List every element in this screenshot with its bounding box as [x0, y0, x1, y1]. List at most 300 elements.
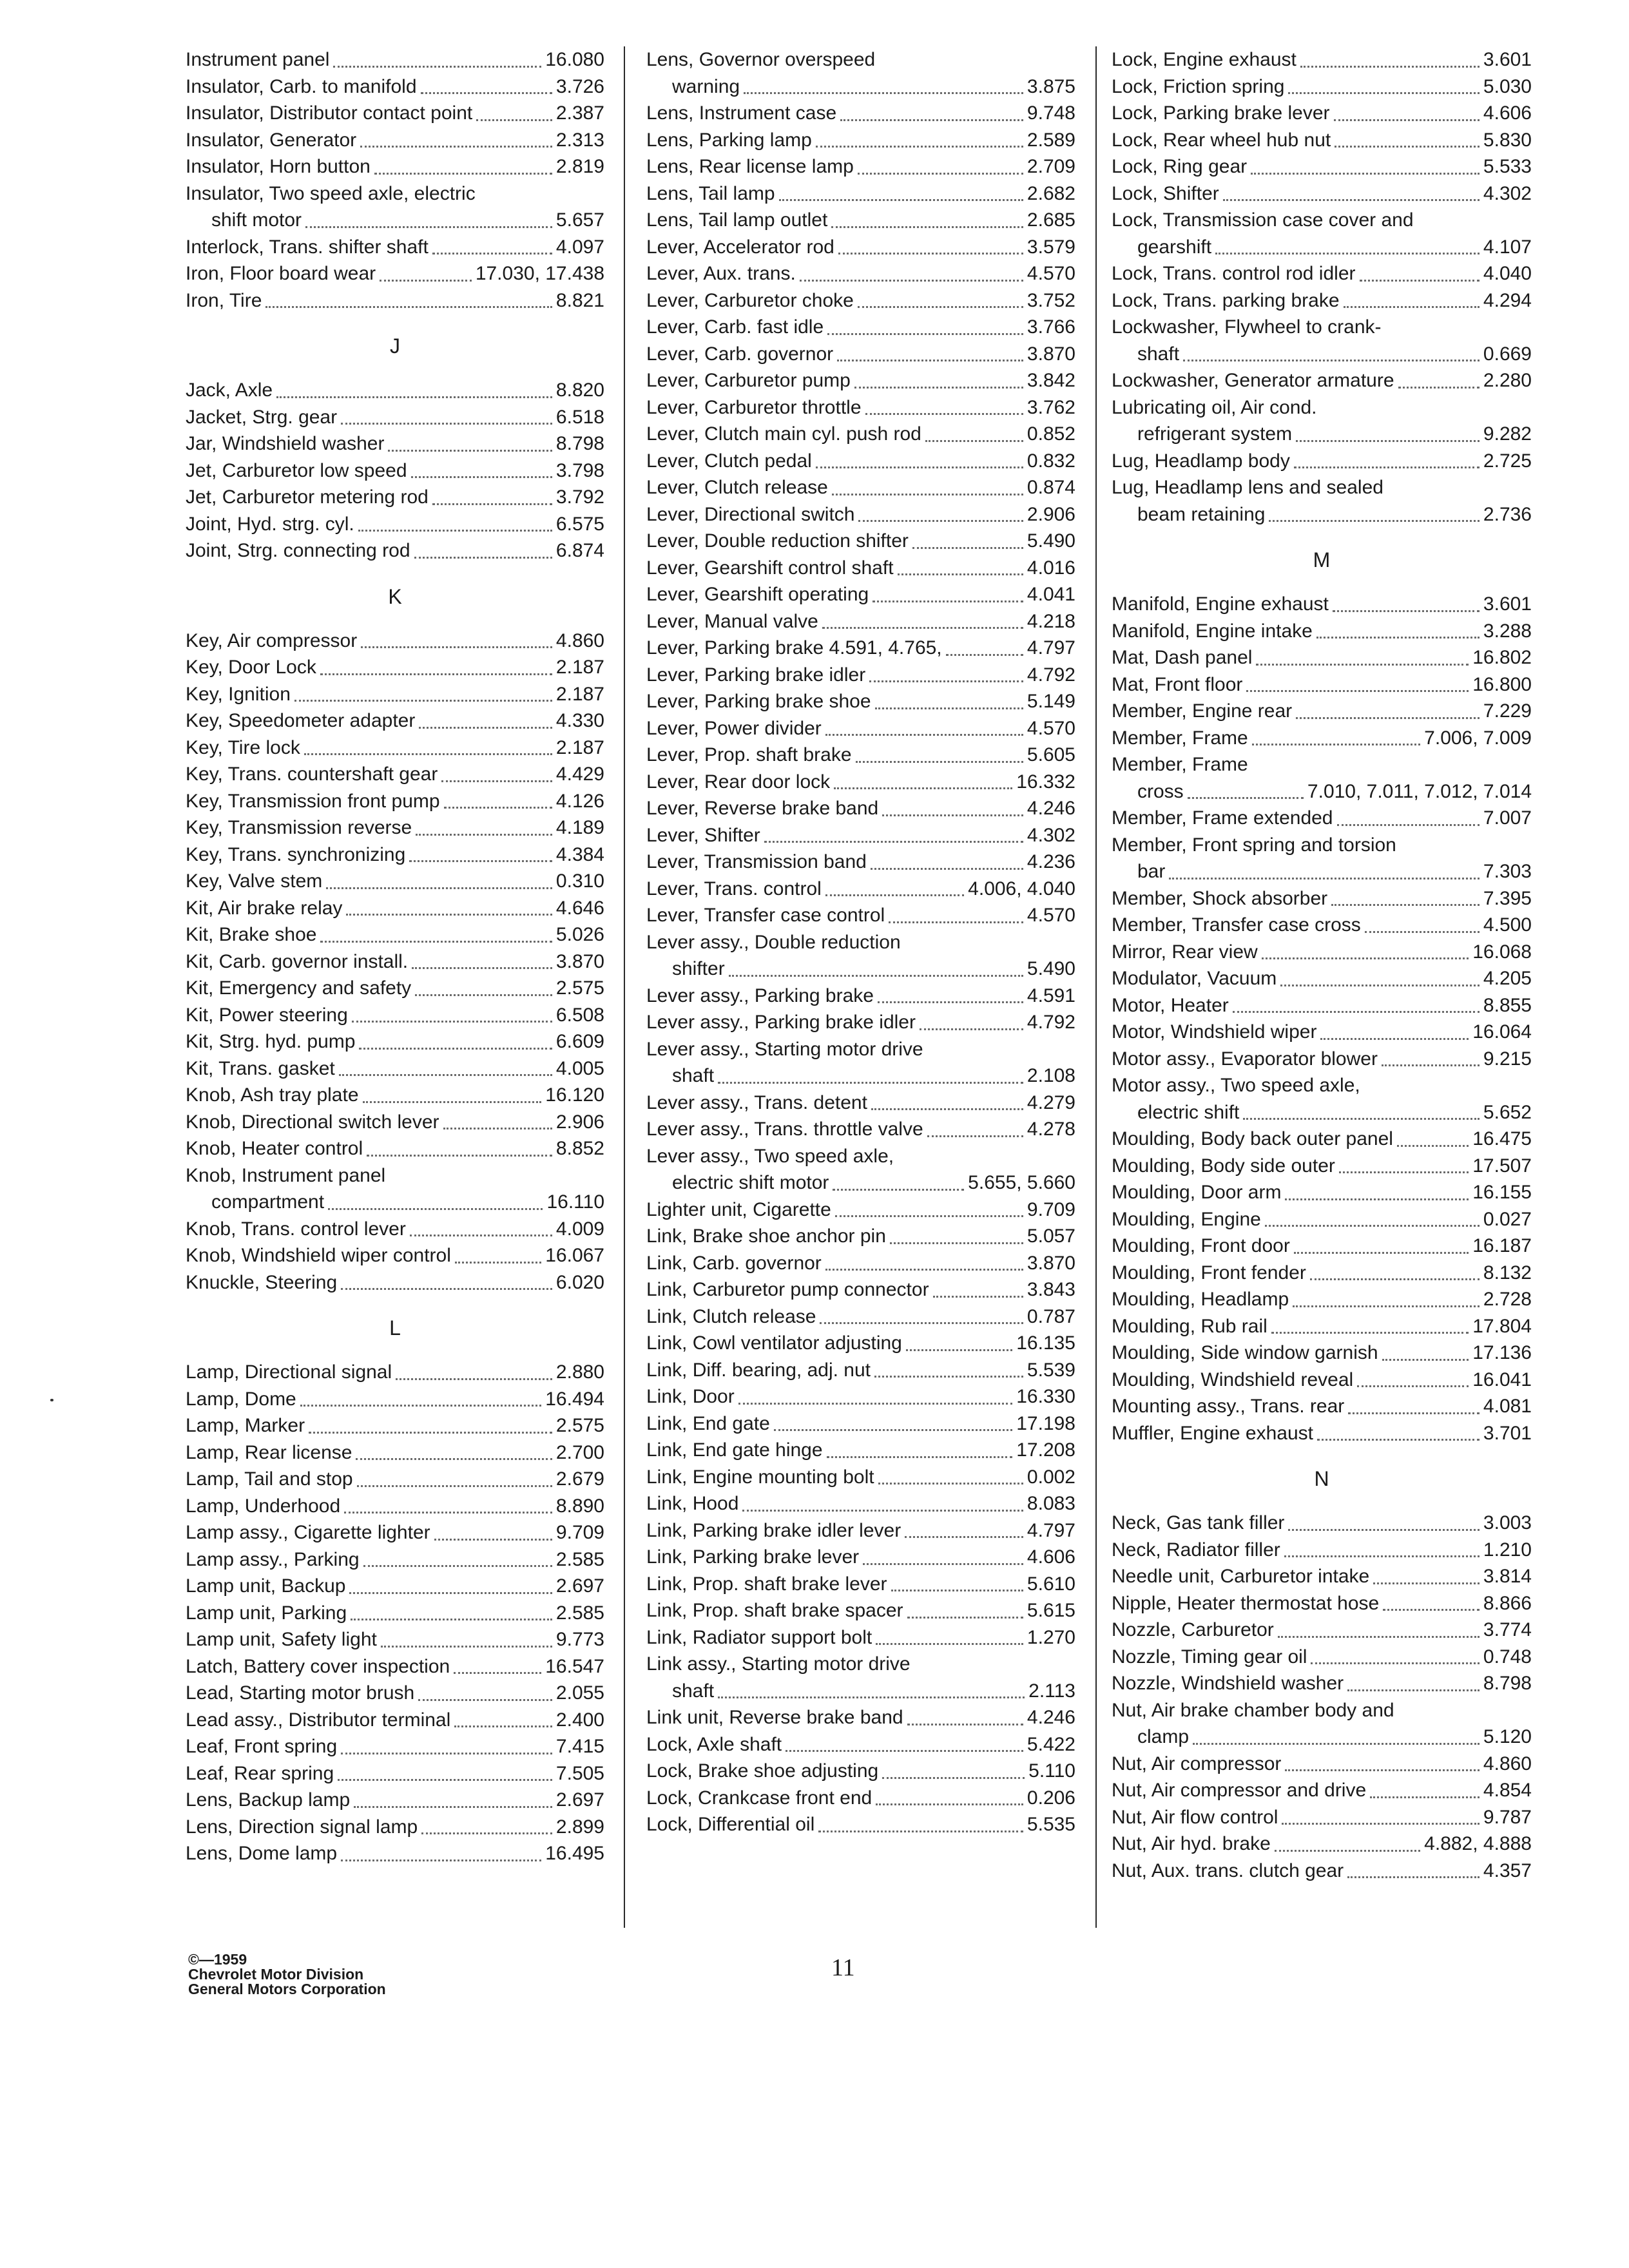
page-reference: 17.804 [1472, 1315, 1532, 1337]
index-entry [186, 100, 604, 127]
page-reference: 5.422 [1027, 1733, 1075, 1755]
entry-text: Lever, Carb. fast idle [646, 316, 824, 338]
index-entry [1112, 180, 1532, 207]
entry-line [186, 1135, 604, 1162]
index-entry [186, 260, 604, 287]
dot-leader [1331, 903, 1480, 906]
entry-line [646, 1624, 1075, 1651]
dot-leader [1382, 1358, 1469, 1361]
index-entry [646, 983, 1075, 1010]
dot-leader [875, 707, 1023, 709]
index-entry [646, 207, 1075, 234]
entry-text: Lever, Clutch pedal [646, 450, 812, 472]
entry-text: Key, Ignition [186, 683, 291, 705]
entry-text: Lens, Rear license lamp [646, 156, 854, 177]
page-reference: 4.357 [1483, 1860, 1532, 1881]
dot-leader [354, 1805, 552, 1808]
dot-leader [816, 466, 1023, 468]
index-column-1 [186, 46, 604, 1867]
dot-leader [835, 1215, 1023, 1217]
entry-line [1112, 1393, 1532, 1420]
entry-text: Lens, Backup lamp [186, 1789, 351, 1811]
page-reference: 4.246 [1027, 798, 1075, 819]
copyright-credit [188, 1952, 386, 1997]
dot-leader [380, 279, 472, 282]
index-entry [1112, 1751, 1532, 1778]
entry-line [1112, 207, 1532, 234]
entry-line [646, 1517, 1075, 1544]
dot-leader [889, 921, 1023, 923]
dot-leader [825, 733, 1023, 736]
entry-line [186, 1840, 604, 1867]
entry-text: Knob, Ash tray plate [186, 1084, 359, 1106]
dot-leader [820, 1321, 1023, 1324]
index-entry [1112, 1126, 1532, 1153]
entry-text: Lens, Instrument case [646, 102, 837, 124]
entry-text: Key, Speedometer adapter [186, 710, 416, 731]
index-entry [1112, 367, 1532, 394]
index-entry [1112, 1340, 1532, 1367]
dot-leader [1294, 1251, 1469, 1254]
dot-leader [305, 226, 552, 228]
entry-text: Insulator, Generator [186, 129, 357, 151]
entry-text: Lighter unit, Cigarette [646, 1198, 831, 1220]
index-entry [1112, 260, 1532, 287]
entry-text: Insulator, Carb. to manifold [186, 75, 417, 97]
index-entry [1112, 1617, 1532, 1644]
entry-line [186, 788, 604, 815]
entry-text: refrigerant system [1137, 423, 1293, 445]
index-entry [186, 287, 604, 314]
index-entry [646, 234, 1075, 261]
dot-leader [1193, 1742, 1480, 1745]
index-entry [186, 1600, 604, 1627]
dot-leader [358, 529, 552, 532]
dot-leader [858, 519, 1023, 522]
entry-text: Lever, Manual valve [646, 610, 818, 632]
index-entry [1112, 1072, 1532, 1126]
entry-text: Lock, Axle shaft [646, 1733, 782, 1755]
dot-leader [326, 887, 552, 889]
page-reference: 16.155 [1472, 1182, 1532, 1203]
dot-leader [1285, 1769, 1480, 1771]
entry-text: Instrument panel [186, 49, 330, 70]
entry-text: Lamp, Marker [186, 1415, 305, 1436]
entry-line [646, 1410, 1075, 1437]
entry-text: Needle unit, Carburetor intake [1112, 1566, 1370, 1587]
dot-leader [441, 780, 552, 782]
entry-line [646, 474, 1075, 501]
page-reference: 2.697 [555, 1575, 604, 1597]
index-entry [186, 457, 604, 485]
index-entry [1112, 1206, 1532, 1233]
index-entry [646, 394, 1075, 421]
entry-text: Lens, Parking lamp [646, 129, 812, 151]
index-entry [646, 1464, 1075, 1491]
index-entry [646, 715, 1075, 742]
dot-leader [476, 119, 552, 121]
entry-text: Neck, Radiator filler [1112, 1539, 1280, 1561]
page-reference: 9.787 [1483, 1806, 1532, 1828]
index-entry [646, 1009, 1075, 1036]
entry-text: Key, Tire lock [186, 736, 300, 758]
entry-text: Key, Trans. synchronizing [186, 843, 406, 865]
dot-leader [421, 91, 552, 94]
index-entry [186, 1653, 604, 1680]
entry-continuation-line [646, 1169, 1075, 1196]
dot-leader [871, 1108, 1023, 1110]
entry-text: Mirror, Rear view [1112, 941, 1258, 963]
dot-leader [882, 1776, 1025, 1779]
entry-text: Jacket, Strg. gear [186, 406, 338, 428]
index-entry [646, 127, 1075, 154]
index-entry [186, 921, 604, 948]
entry-line [186, 1466, 604, 1493]
index-entry [646, 1785, 1075, 1812]
dot-leader [878, 1482, 1023, 1485]
index-entry [646, 100, 1075, 127]
division-line: Chevrolet Motor Division [188, 1966, 364, 1983]
entry-line [646, 1758, 1075, 1785]
entry-text: Lens, Tail lamp outlet [646, 209, 828, 231]
entry-line [1112, 1260, 1532, 1287]
entry-line [186, 1707, 604, 1734]
entry-line [1112, 394, 1532, 421]
index-entry [186, 1707, 604, 1734]
index-entry [186, 628, 604, 655]
entry-text: shaft [672, 1680, 715, 1702]
entry-line [646, 1330, 1075, 1357]
dot-leader [421, 1832, 552, 1834]
index-entry [186, 511, 604, 538]
page-reference: 9.215 [1483, 1048, 1532, 1070]
index-entry [646, 341, 1075, 368]
dot-leader [891, 1589, 1023, 1591]
index-entry [186, 895, 604, 922]
entry-line [646, 1303, 1075, 1331]
entry-text: compartment [211, 1191, 325, 1213]
entry-text: electric shift [1137, 1101, 1240, 1123]
index-entry [646, 822, 1075, 849]
page-reference: 2.280 [1483, 370, 1532, 391]
dot-leader [840, 119, 1023, 121]
index-entry [646, 769, 1075, 796]
entry-line [646, 180, 1075, 207]
entry-text: shaft [672, 1065, 715, 1086]
page-reference: 6.609 [555, 1031, 604, 1052]
entry-text: Mounting assy., Trans. rear [1112, 1396, 1345, 1417]
dot-leader [419, 726, 552, 729]
entry-line [1112, 1670, 1532, 1697]
dot-leader [925, 439, 1023, 442]
dot-leader [356, 1457, 552, 1460]
entry-line [186, 511, 604, 538]
dot-leader [1294, 466, 1480, 468]
entry-line [646, 662, 1075, 689]
page-reference: 16.495 [545, 1843, 604, 1864]
entry-line [646, 715, 1075, 742]
entry-text: beam retaining [1137, 503, 1266, 525]
entry-line [1112, 751, 1532, 778]
index-entry [186, 153, 604, 180]
dot-leader [454, 1725, 552, 1727]
entry-line [1112, 1126, 1532, 1153]
page-reference: 8.798 [555, 433, 604, 454]
index-entry [186, 707, 604, 735]
index-entry [646, 635, 1075, 662]
entry-text: Lever, Aux. trans. [646, 263, 796, 284]
entry-text: Link, Hood [646, 1493, 739, 1514]
entry-line [1112, 1537, 1532, 1564]
page-reference: 3.792 [555, 486, 604, 508]
index-entry [186, 404, 604, 431]
entry-line [1112, 885, 1532, 912]
page-reference: 8.132 [1483, 1262, 1532, 1283]
entry-line [1112, 1420, 1532, 1447]
dot-leader [858, 305, 1023, 308]
dot-leader [858, 172, 1023, 175]
page-reference: 16.080 [545, 49, 604, 70]
page-reference: 3.870 [1027, 1252, 1075, 1274]
entry-line [1112, 1831, 1532, 1858]
index-entry [1112, 591, 1532, 618]
index-entry [646, 929, 1075, 983]
page-reference: 0.748 [1483, 1646, 1532, 1667]
dot-leader [834, 787, 1012, 789]
entry-line [646, 1811, 1075, 1838]
entry-line [1112, 965, 1532, 992]
entry-text: Moulding, Headlamp [1112, 1289, 1289, 1310]
index-entry [1112, 207, 1532, 260]
entry-line [1112, 474, 1532, 501]
dot-leader [920, 1028, 1023, 1030]
page-reference: 5.652 [1483, 1101, 1532, 1123]
index-entry [646, 1036, 1075, 1090]
page-reference: 16.068 [1472, 941, 1532, 963]
index-entry [646, 849, 1075, 876]
entry-line [1112, 1367, 1532, 1394]
page-reference: 4.294 [1483, 289, 1532, 311]
dot-leader [872, 600, 1023, 602]
entry-text: Lamp, Tail and stop [186, 1468, 353, 1490]
entry-text: Lever, Parking brake idler [646, 664, 866, 686]
dot-leader [455, 1261, 541, 1264]
entry-line [646, 46, 1075, 73]
page-reference: 2.679 [555, 1468, 604, 1490]
index-entry [646, 287, 1075, 314]
entry-text: Jack, Axle [186, 380, 273, 401]
dot-leader [443, 1127, 552, 1129]
index-entry [186, 1386, 604, 1413]
page-reference: 16.800 [1472, 673, 1532, 695]
page-reference: 9.709 [1027, 1198, 1075, 1220]
dot-leader [825, 1268, 1023, 1271]
entry-text: Lever, Reverse brake band [646, 798, 879, 819]
entry-line [646, 367, 1075, 394]
page-reference: 7.229 [1483, 700, 1532, 722]
index-entry [646, 421, 1075, 448]
index-entry [186, 1216, 604, 1243]
page-reference: 4.097 [555, 236, 604, 258]
entry-text: Knob, Windshield wiper control [186, 1245, 451, 1266]
page-reference: 5.657 [555, 209, 604, 231]
index-entry [646, 1704, 1075, 1731]
page-reference: 2.906 [1027, 503, 1075, 525]
entry-line [646, 234, 1075, 261]
page-reference: 8.798 [1483, 1673, 1532, 1694]
dot-leader [838, 252, 1023, 255]
page-reference: 2.728 [1483, 1289, 1532, 1310]
index-entry [1112, 1046, 1532, 1073]
dot-leader [1169, 877, 1480, 879]
page-reference: 3.762 [1027, 396, 1075, 418]
page-reference: 2.589 [1027, 129, 1075, 151]
entry-line [646, 501, 1075, 528]
dot-leader [1397, 1144, 1469, 1147]
index-entry [186, 1412, 604, 1439]
index-entry [1112, 474, 1532, 528]
letter-heading: M [1313, 548, 1331, 572]
dot-leader [833, 1188, 964, 1191]
entry-line [646, 1116, 1075, 1143]
dot-leader [1288, 91, 1479, 94]
dot-leader [276, 396, 552, 398]
entry-line [646, 1090, 1075, 1117]
dot-leader [869, 680, 1023, 682]
dot-leader [832, 493, 1023, 495]
entry-text: Link, End gate [646, 1412, 770, 1434]
entry-text: Lever, Carburetor throttle [646, 396, 862, 418]
index-entry [186, 537, 604, 564]
entry-line [1112, 832, 1532, 859]
page-reference: 17.136 [1472, 1342, 1532, 1363]
entry-line [186, 153, 604, 180]
page-reference: 3.601 [1483, 49, 1532, 70]
entry-text: Lever assy., Double reduction [646, 931, 901, 953]
dot-leader [1262, 957, 1469, 959]
entry-text: Lever, Prop. shaft brake [646, 744, 852, 765]
index-entry [1112, 127, 1532, 154]
index-entry [186, 180, 604, 234]
entry-text: Jet, Carburetor low speed [186, 459, 407, 481]
page-reference: 2.685 [1027, 209, 1075, 231]
dot-leader [1269, 519, 1479, 522]
entry-line [1112, 367, 1532, 394]
page-reference: 3.701 [1483, 1422, 1532, 1444]
index-entry [1112, 1286, 1532, 1313]
index-entry [1112, 1804, 1532, 1831]
dot-leader [1339, 1171, 1469, 1173]
dot-leader [738, 1402, 1013, 1405]
entry-text: Link, Prop. shaft brake spacer [646, 1600, 903, 1621]
entry-text: Lever assy., Trans. throttle valve [646, 1119, 923, 1140]
dot-leader [1360, 279, 1480, 282]
index-entry [646, 314, 1075, 341]
entry-text: shaft [1137, 343, 1180, 365]
index-entry [646, 153, 1075, 180]
entry-text: Lens, Dome lamp [186, 1843, 338, 1864]
dot-leader [1280, 984, 1480, 986]
dot-leader [1365, 930, 1480, 933]
page-reference: 2.187 [555, 683, 604, 705]
index-entry [1112, 644, 1532, 671]
entry-text: Lever, Trans. control [646, 878, 822, 899]
entry-continuation-line [1112, 501, 1532, 528]
entry-text: Link, Diff. bearing, adj. nut [646, 1359, 871, 1381]
page-reference: 4.279 [1027, 1091, 1075, 1113]
entry-line [186, 1412, 604, 1439]
entry-text: Motor assy., Two speed axle, [1112, 1075, 1360, 1096]
entry-line [186, 1055, 604, 1082]
entry-text: Lock, Brake shoe adjusting [646, 1760, 879, 1782]
index-entry [646, 1410, 1075, 1437]
index-entry [1112, 1563, 1532, 1590]
index-entry [1112, 1179, 1532, 1206]
page-reference: 8.866 [1483, 1592, 1532, 1614]
page-reference: 17.208 [1016, 1439, 1075, 1461]
entry-continuation-line [646, 1678, 1075, 1705]
letter-heading: N [1314, 1467, 1329, 1490]
dot-leader [1311, 1662, 1479, 1664]
index-entry [646, 501, 1075, 528]
page-reference: 7.395 [1483, 887, 1532, 909]
entry-text: Lamp unit, Parking [186, 1602, 347, 1624]
dot-leader [1246, 689, 1469, 692]
dot-leader [1265, 1224, 1480, 1227]
entry-text: Lens, Governor overspeed [646, 49, 876, 70]
entry-line [186, 1162, 604, 1189]
dot-leader [912, 546, 1023, 549]
dot-leader [906, 1349, 1012, 1351]
entry-line [186, 1493, 604, 1520]
entry-line [1112, 1340, 1532, 1367]
page-reference: 9.282 [1483, 423, 1532, 445]
entry-text: Lock, Rear wheel hub nut [1112, 129, 1331, 151]
index-entry [1112, 46, 1532, 73]
index-entry [186, 1814, 604, 1841]
entry-line [186, 1359, 604, 1386]
entry-line [1112, 939, 1532, 966]
page-reference: 4.005 [555, 1057, 604, 1079]
entry-text: Nut, Air brake chamber body and [1112, 1699, 1394, 1721]
page-reference: 3.843 [1027, 1279, 1075, 1300]
page-reference: 2.682 [1027, 182, 1075, 204]
page-reference: 4.570 [1027, 263, 1075, 284]
dot-leader [786, 1749, 1023, 1752]
entry-text: Lens, Direction signal lamp [186, 1816, 418, 1838]
index-entry [1112, 1537, 1532, 1564]
entry-line [1112, 1153, 1532, 1180]
page-reference: 2.400 [555, 1709, 604, 1731]
entry-text: Link, End gate hinge [646, 1439, 823, 1461]
entry-continuation-line [1112, 1099, 1532, 1126]
entry-text: Link, Carburetor pump connector [646, 1279, 929, 1300]
dot-leader [444, 806, 552, 809]
page-reference: 6.508 [555, 1004, 604, 1026]
entry-line [186, 46, 604, 73]
entry-text: Joint, Strg. connecting rod [186, 540, 410, 561]
entry-line [186, 1680, 604, 1707]
dot-leader [418, 1698, 552, 1701]
page-reference: 16.041 [1472, 1369, 1532, 1390]
dot-leader [827, 332, 1023, 335]
entry-line [186, 287, 604, 314]
dot-leader [416, 833, 552, 836]
entry-text: Lever, Carb. governor [646, 343, 834, 365]
dot-leader [1370, 1796, 1480, 1798]
entry-text: Lever, Gearshift control shaft [646, 557, 894, 579]
entry-line [646, 849, 1075, 876]
